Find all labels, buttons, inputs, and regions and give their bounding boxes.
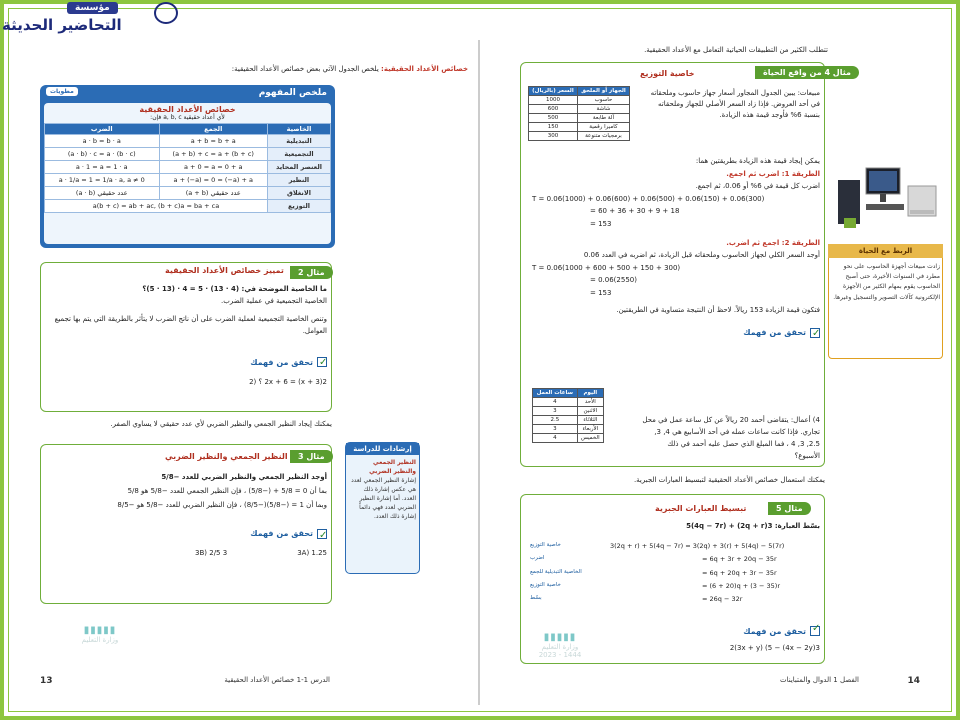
tips-title: إرشادات للدراسة <box>346 443 419 455</box>
check-icon <box>810 328 820 338</box>
cell: الاثنين <box>577 407 603 416</box>
cell-mul: a · 1/a = 1 = 1/a · a, a ≠ 0 <box>45 174 160 187</box>
example-5-title: تبسيط العبارات الجبرية <box>655 504 747 513</box>
step-reason: بسّط <box>530 595 542 602</box>
check-understanding-4 <box>530 326 820 340</box>
way-2-label: الطريقة 2: اجمع ثم اضرب. <box>726 238 820 247</box>
cell-prop: الانغلاق <box>267 187 330 200</box>
table-row <box>45 174 331 187</box>
life-connection-text: زادت مبيعات أجهزة الحاسوب على نحو مطرد في السنوات الأخيرة، حتى أصبح الحاسوب يقوم بمهام الكثير من الأجهزة الإلكترونية كآلات التصوير والتسجيل وغيرها. <box>833 263 940 301</box>
table-row <box>533 416 604 425</box>
table-row <box>45 161 331 174</box>
cell-mul: a · b = b · a <box>45 135 160 148</box>
concept-inner <box>44 103 331 244</box>
cell: برمجيات متنوعة <box>577 132 629 141</box>
step-row <box>530 540 820 553</box>
tips-body <box>346 455 419 524</box>
ex3-check-a: 1.25 (3A <box>297 549 327 557</box>
table-row <box>45 148 331 161</box>
cell-prop: التبديلية <box>267 135 330 148</box>
check-understanding-3 <box>45 526 327 542</box>
between-text: يمكنك إيجاد النظير الجمعي والنظير الضربي لأي عدد حقيقي لا يساوي الصفر. <box>110 420 332 428</box>
check-label: تحقق من فهمك <box>743 626 806 636</box>
step-row <box>530 553 820 566</box>
book-spine <box>478 40 480 705</box>
cell-prop: التوزيع <box>267 200 330 213</box>
cell: 600 <box>529 105 578 114</box>
check-label: تحقق من فهمك <box>743 328 806 338</box>
computer-illustration <box>830 160 942 238</box>
foldables-badge: مطويات <box>46 87 78 96</box>
concept-summary-box <box>40 85 335 248</box>
ex5-check-item: 3(4x − 2y) − 2(3x + y) (5 <box>729 644 820 652</box>
ex3-question: أوجد النظير الجمعي والنظير الضربي للعدد −5/8 <box>161 473 327 481</box>
concept-title: خصائص الأعداد الحقيقية <box>139 105 236 114</box>
example-4-title: خاصية التوزيع <box>640 69 695 78</box>
check-label: تحقق من فهمك <box>250 529 313 538</box>
example-5-tab: مثال 5 <box>768 502 811 515</box>
cell: 500 <box>529 114 578 123</box>
ex2-check-item: 2(x + 3) = 2x + 6 ؟ (2 <box>249 378 327 387</box>
way-2-math <box>530 262 820 300</box>
table-row <box>533 407 604 416</box>
concept-label: ملخص المفهوم <box>258 88 327 98</box>
cell: شاشة <box>577 105 629 114</box>
ex3-line-1: بما أن 0 = 5/8 + (−5/8) ، فإن النظير الجمعي للعدد −5/8 هو 5/8 <box>127 487 327 495</box>
w2-eq-1: T = 0.06(1000 + 600 + 500 + 150 + 300) <box>532 263 681 272</box>
ex2-question: ما الخاصية الموضحة في: (4 · 13) · 5 = 4 · (13 · 5)؟ <box>142 285 327 293</box>
cell: الثلاثاء <box>577 416 603 425</box>
example-2-body <box>45 284 327 389</box>
cell-add: a + b = b + a <box>159 135 267 148</box>
th-mul: الضرب <box>45 124 160 135</box>
tips-subtitle: النظير الجمعي والنظير الضربي <box>369 459 416 475</box>
ex4-check-problem: 4) أعمال: يتقاضى أحمد 20 ريالاً عن كل ساعة عمل في محل تجاري. فإذا كانت ساعات عمله في أحد الأسابيع هي 4, 3, 2.5, 3, 4 ، فما المبلغ الذي حصل عليه أحمد في ذلك الأسبوع؟ <box>642 416 820 460</box>
ex3-check-b: 3 2/5 (3B <box>195 549 228 557</box>
step-row <box>530 580 820 593</box>
cell-mul: (a · b) · c = a · (b · c) <box>45 148 160 161</box>
price-table <box>528 86 630 141</box>
simplify-intro: يمكنك استعمال خصائص الأعداد الحقيقية لتبسيط العبارات الجبرية. <box>633 476 825 484</box>
hours-th-hours: ساعات العمل <box>533 389 578 398</box>
check-label: تحقق من فهمك <box>250 357 313 367</box>
table-row <box>45 187 331 200</box>
cell-distributive: a(b + c) = ab + ac, (b + c)a = ba + ca <box>45 200 268 213</box>
ex2-answer: الخاصية التجميعية في عملية الضرب. <box>221 296 327 305</box>
way-1-label: الطريقة 1: اضرب ثم اجمع. <box>726 169 820 178</box>
cell: الأربعاء <box>577 425 603 434</box>
th-property: الخاصية <box>267 124 330 135</box>
cell: 3 <box>533 425 578 434</box>
concept-note: لأي أعداد حقيقية a, b, c فإن: <box>150 114 225 121</box>
step-expr: = 26q − 32r <box>702 595 743 604</box>
logo-text: وزارة التعليم <box>81 636 119 644</box>
cell-mul: a · 1 = a = 1 · a <box>45 161 160 174</box>
cell-prop: العنصر المحايد <box>267 161 330 174</box>
table-row <box>45 200 331 213</box>
left-footer <box>40 676 330 700</box>
table-row <box>533 398 604 407</box>
step-reason: خاصية التوزيع <box>530 581 561 588</box>
logo-mark: ▮▮▮▮▮ <box>83 625 117 636</box>
cell: 2.5 <box>533 416 578 425</box>
logo-year: 2023 - 1444 <box>538 651 582 659</box>
example-3-title: النظير الجمعي والنظير الضربي <box>165 452 288 461</box>
computer-image <box>830 160 942 238</box>
cell: 4 <box>533 434 578 443</box>
table-row <box>533 425 604 434</box>
th-add: الجمع <box>159 124 267 135</box>
study-tips-box <box>345 442 420 574</box>
step-expr: 3(2q + r) + 5(4q − 7r) = 3(2q) + 3(r) + 5(4q) − 5(7r) <box>610 542 785 550</box>
example-2-tab: مثال 2 <box>290 266 333 279</box>
life-connection-title: الربط مع الحياة <box>828 244 943 258</box>
price-th-item: الجهاز أو الملحق <box>577 87 629 96</box>
cell: آلة طابعة <box>577 114 629 123</box>
printer-icon <box>154 2 178 24</box>
price-th-price: السعر (بالريال) <box>529 87 578 96</box>
brand-top: مؤسسة <box>67 2 118 14</box>
example-4-tab: مثال 4 من واقع الحياة <box>755 66 859 79</box>
right-footer-text: الفصل 1 الدوال والمتباينات <box>780 676 859 684</box>
table-row <box>533 434 604 443</box>
hours-table <box>532 388 604 443</box>
brand-name: التحاضير الحديثة <box>2 16 122 34</box>
example-3-tab: مثال 3 <box>290 450 333 463</box>
table-row <box>529 114 630 123</box>
intro <box>28 64 468 75</box>
ex5-steps <box>530 540 820 607</box>
example-3-body <box>45 470 327 560</box>
cell-add: a + 0 = a = 0 + a <box>159 161 267 174</box>
cell: حاسوب <box>577 96 629 105</box>
w1-eq-1: T = 0.06(1000) + 0.06(600) + 0.06(500) + 0.06(150) + 0.06(300) <box>532 194 765 203</box>
way-2-desc: أوجد السعر الكلي لجهاز الحاسوب وملحقاته قبل الزيادة، ثم اضربه في العدد 0.06 <box>583 251 820 260</box>
step-row <box>530 567 820 580</box>
cell: 300 <box>529 132 578 141</box>
cell-mul: (a · b) عدد حقيقي <box>45 187 160 200</box>
way-1-math <box>530 193 820 231</box>
step-expr: = 6q + 3r + 20q − 35r <box>702 555 777 564</box>
cell-add: (a + b) عدد حقيقي <box>159 187 267 200</box>
step-expr: = 6q + 20q + 3r − 35r <box>702 568 777 577</box>
hours-th-day: اليوم <box>577 389 603 398</box>
cell: الأحد <box>577 398 603 407</box>
cell: 3 <box>533 407 578 416</box>
step-expr: = (6 + 20)q + (3 − 35)r <box>702 581 781 590</box>
way-1-desc: اضرب كل قيمة في 6% أو 0.06، ثم اجمع. <box>695 182 820 191</box>
ex5-question: بسّط العبارة: 3(2q + r) + 5(4q − 7r) <box>686 522 820 530</box>
table-row <box>45 135 331 148</box>
ex2-explanation: وتنص الخاصية التجميعية لعملية الضرب على أن ناتج الضرب لا يتأثر بالطريقة التي يتم بها تجميع العوامل. <box>54 314 327 335</box>
check-icon <box>317 529 327 539</box>
cell: 1000 <box>529 96 578 105</box>
properties-table <box>44 123 331 213</box>
right-page-number: 14 <box>907 676 920 686</box>
cell: كاميرا رقمية <box>577 123 629 132</box>
table-row <box>529 123 630 132</box>
w2-eq-3: = 153 <box>590 288 612 297</box>
cell: 150 <box>529 123 578 132</box>
step-reason: خاصية التوزيع <box>530 542 561 548</box>
table-row <box>529 96 630 105</box>
cell-add: (a + b) + c = a + (b + c) <box>159 148 267 161</box>
right-footer <box>780 676 920 700</box>
table-row <box>529 105 630 114</box>
ex3-line-2: وبما أن 1 = (−5/8)(−8/5) ، فإن النظير الضربي للعدد −5/8 هو −8/5 <box>117 501 327 509</box>
ministry-logo-right <box>520 632 600 682</box>
cell-add: a + (−a) = 0 = (−a) + a <box>159 174 267 187</box>
ex4-problem: مبيعات: يبين الجدول المجاور أسعار جهاز حاسوب وملحقاته في أحد العروض. فإذا زاد السعر الأصلي للجهاز وملحقاته بنسبة 6% فأوجد قيمة هذه الزيادة. <box>650 89 820 120</box>
ministry-logo-left <box>60 625 140 675</box>
cell-prop: التجميعية <box>267 148 330 161</box>
logo-text: وزارة التعليم <box>541 643 579 651</box>
w1-eq-3: = 153 <box>590 219 612 228</box>
check-icon <box>317 357 327 367</box>
cell: 4 <box>533 398 578 407</box>
example-4-body <box>530 155 820 341</box>
check-understanding-2 <box>45 356 327 370</box>
intro-heading: خصائص الأعداد الحقيقية: <box>381 65 468 73</box>
step-reason: اضرب <box>530 555 545 562</box>
step-reason: الخاصية التبديلية للجمع <box>530 568 582 575</box>
w1-eq-2: = 60 + 36 + 30 + 9 + 18 <box>590 207 680 216</box>
w2-eq-2: = 0.06(2550) <box>590 276 637 285</box>
ways-text: يمكن إيجاد قيمة هذه الزيادة بطريقتين هما: <box>695 157 820 165</box>
table-row <box>529 132 630 141</box>
logo-mark: ▮▮▮▮▮ <box>543 632 577 643</box>
left-footer-text: الدرس 1-1 خصائص الأعداد الحقيقية <box>224 676 330 684</box>
intro-text: يلخص الجدول الآتي بعض خصائص الأعداد الحقيقية: <box>231 65 379 73</box>
step-row <box>530 593 820 606</box>
right-top-text: تتطلب الكثير من التطبيقات الحياتية التعامل مع الأعداد الحقيقية. <box>644 46 828 54</box>
tips-text: إشارة النظير الجمعي لعدد هي عكس إشارة ذلك العدد. أما إشارة النظير الضربي لعدد فهي دائماً إشارة ذلك العدد. <box>351 477 416 520</box>
cell: الخميس <box>577 434 603 443</box>
example-2-title: تمييز خصائص الأعداد الحقيقية <box>165 266 284 275</box>
cell-prop: النظير <box>267 174 330 187</box>
brand-logo <box>2 0 182 40</box>
conclusion: فتكون قيمة الزيادة 153 ريالاً. لاحظ أن النتيجة متساوية في الطريقتين. <box>616 305 820 314</box>
left-page-number: 13 <box>40 676 53 686</box>
check-icon <box>810 626 820 636</box>
